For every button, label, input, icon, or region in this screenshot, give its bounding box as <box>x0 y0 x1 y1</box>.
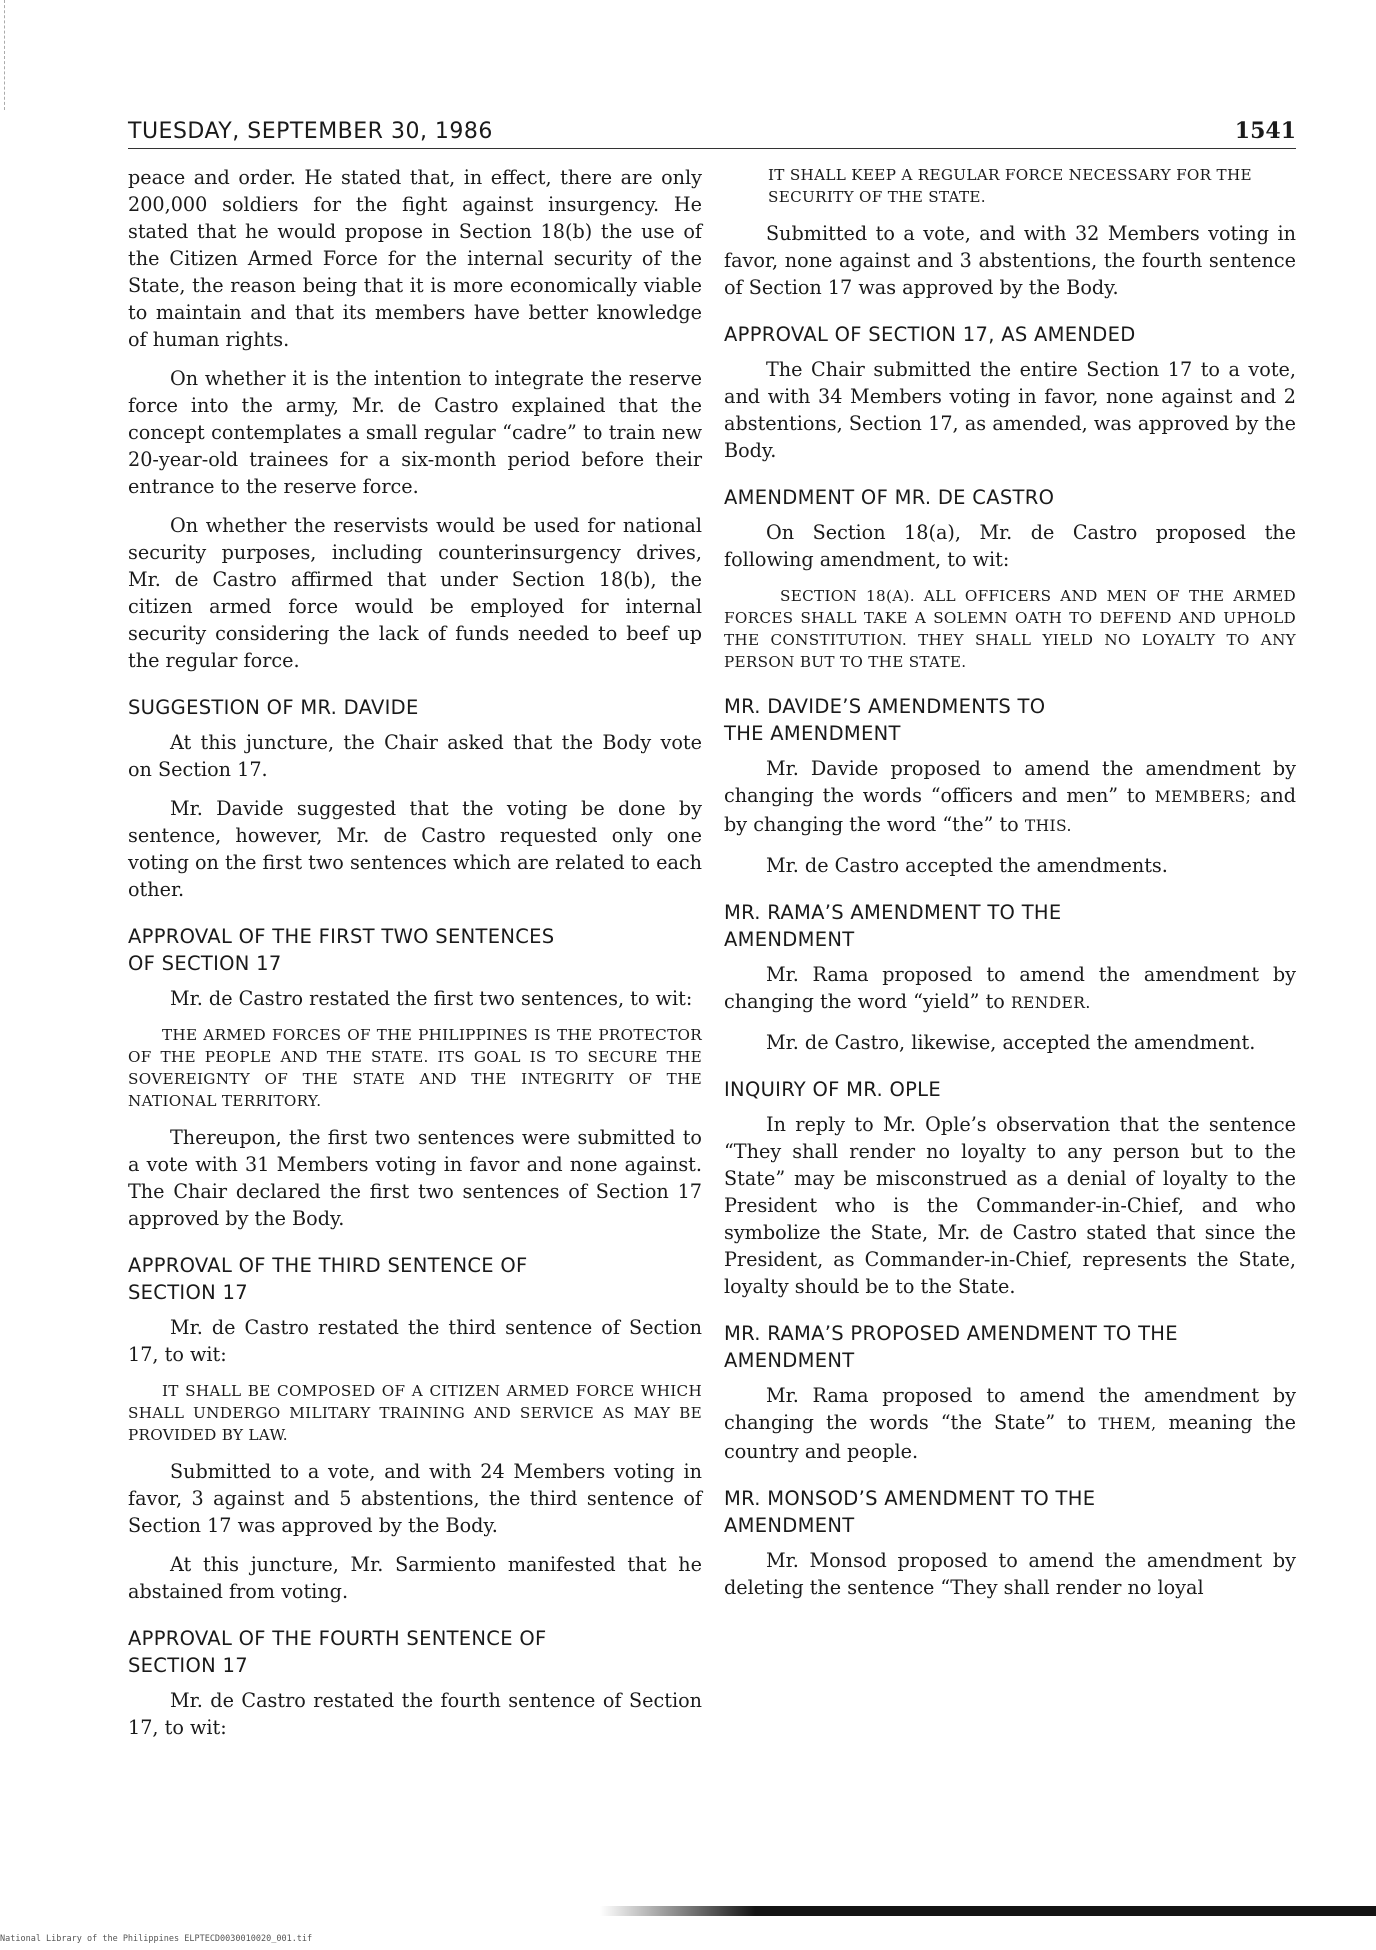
paragraph: In reply to Mr. Ople’s observation that the sentence “They shall render no loyalty to any person but to the State” may be misconstrued as a denial of loyalty to the President who is the Commander-in-Chief, and who symbolize the State, Mr. de Castro stated that since the President, as Commander-in-Chief, represents the State, loyalty should be to the State. <box>724 1113 1296 1298</box>
small-caps-run: THIS. <box>1024 817 1072 835</box>
text-run: Mr. Rama proposed to amend the amendment by changing the word “yield” to <box>724 963 1296 1013</box>
section-heading: APPROVAL OF THE FOURTH SENTENCE OF SECTION 17 <box>128 1627 547 1677</box>
paragraph: On whether the reservists would be used for national security purposes, including counterinsurgency drives, Mr. de Castro affirmed that under Section 18(b), the citizen armed force would be employed for internal security considering the lack of funds needed to beef up the regular force. <box>128 514 702 672</box>
paragraph: Mr. de Castro restated the third sentence of Section 17, to wit: <box>128 1316 702 1366</box>
paragraph: Mr. de Castro accepted the amendments. <box>766 854 1168 877</box>
page-header <box>128 108 1296 149</box>
paragraph: Thereupon, the first two sentences were submitted to a vote with 31 Members voting in favor and none against. The Chair declared the first two sentences of Section 17 approved by the Body. <box>128 1126 702 1230</box>
section-heading: MR. MONSOD’S AMENDMENT TO THE AMENDMENT <box>724 1487 1096 1537</box>
text-run: meaning the country and people. <box>724 1411 1297 1463</box>
section-heading: APPROVAL OF SECTION 17, AS AMENDED <box>724 323 1136 346</box>
paragraph: Mr. Monsod proposed to amend the amendment by deleting the sentence “They shall render no loyal <box>724 1549 1296 1599</box>
scan-footer-bar <box>600 1906 1376 1916</box>
quoted-provision: SECTION 18(A). ALL OFFICERS AND MEN OF THE ARMED FORCES SHALL TAKE A SOLEMN OATH TO DEFEND AND UPHOLD THE CONSTITUTION. THEY SHALL YIELD NO LOYALTY TO ANY PERSON BUT TO THE STATE. <box>724 587 1296 671</box>
right-column <box>724 164 1296 1613</box>
paragraph <box>724 755 1296 840</box>
paragraph: Mr. de Castro, likewise, accepted the amendment. <box>766 1031 1256 1054</box>
section-heading: INQUIRY OF MR. OPLE <box>724 1078 941 1101</box>
paragraph: Mr. Davide suggested that the voting be done by sentence, however, Mr. de Castro requested only one voting on the first two sentences which are related to each other. <box>128 797 702 901</box>
small-caps-run: THEM, <box>1098 1415 1157 1433</box>
paragraph: peace and order. He stated that, in effect, there are only 200,000 soldiers for the fight against insurgency. He stated that he would propose in Section 18(b) the use of the Citizen Armed Force for the internal security of the State, the reason being that it is more economically viable to maintain and that its members have better knowledge of human rights. <box>128 166 702 351</box>
small-caps-run: RENDER. <box>1010 994 1091 1012</box>
section-heading: AMENDMENT OF MR. DE CASTRO <box>724 486 1055 509</box>
text-run: Mr. Rama proposed to amend the amendment by changing the words “the State” to <box>724 1384 1296 1434</box>
header-date: TUESDAY, SEPTEMBER 30, 1986 <box>128 119 493 144</box>
text-run: and by changing the word “the” to <box>724 784 1296 836</box>
library-stamp: National Library of the Philippines ELPTECD0030010020_001.tif <box>0 1934 313 1944</box>
quoted-provision: THE ARMED FORCES OF THE PHILIPPINES IS THE PROTECTOR OF THE PEOPLE AND THE STATE. ITS GOAL IS TO SECURE THE SOVEREIGNTY OF THE STATE AND THE INTEGRITY OF THE NATIONAL TERRITORY. <box>128 1026 702 1110</box>
quoted-provision: IT SHALL KEEP A REGULAR FORCE NECESSARY FOR THE SECURITY OF THE STATE. <box>768 166 1252 206</box>
section-heading: MR. RAMA’S PROPOSED AMENDMENT TO THE AMENDMENT <box>724 1322 1178 1372</box>
paragraph: Submitted to a vote, and with 24 Members voting in favor, 3 against and 5 abstentions, the third sentence of Section 17 was approved by the Body. <box>128 1460 702 1537</box>
small-caps-run: MEMBERS; <box>1154 788 1252 806</box>
section-heading: APPROVAL OF THE THIRD SENTENCE OF SECTION 17 <box>128 1254 528 1304</box>
section-heading: MR. DAVIDE’S AMENDMENTS TO THE AMENDMENT <box>724 695 1046 745</box>
section-heading: APPROVAL OF THE FIRST TWO SENTENCES OF SECTION 17 <box>128 925 555 975</box>
paragraph <box>724 1382 1296 1465</box>
paragraph: Submitted to a vote, and with 32 Members voting in favor, none against and 3 abstentions, the fourth sentence of Section 17 was approved by the Body. <box>724 222 1296 299</box>
paragraph: On Section 18(a), Mr. de Castro proposed the following amendment, to wit: <box>724 521 1296 571</box>
scan-edge-mark <box>4 0 7 110</box>
paragraph <box>724 961 1296 1017</box>
paragraph: At this juncture, Mr. Sarmiento manifested that he abstained from voting. <box>128 1553 702 1603</box>
left-column <box>128 164 702 1753</box>
section-heading: MR. RAMA’S AMENDMENT TO THE AMENDMENT <box>724 901 1062 951</box>
section-heading: SUGGESTION OF MR. DAVIDE <box>128 696 419 719</box>
paragraph: At this juncture, the Chair asked that the Body vote on Section 17. <box>128 731 702 781</box>
paragraph: Mr. de Castro restated the fourth sentence of Section 17, to wit: <box>128 1689 702 1739</box>
page-number: 1541 <box>1234 118 1296 144</box>
text-run: Mr. Davide proposed to amend the amendment by changing the words “officers and men” to <box>724 757 1296 807</box>
paragraph: The Chair submitted the entire Section 17 to a vote, and with 34 Members voting in favor, none against and 2 abstentions, Section 17, as amended, was approved by the Body. <box>724 358 1296 462</box>
paragraph: Mr. de Castro restated the first two sentences, to wit: <box>170 987 693 1010</box>
quoted-provision: IT SHALL BE COMPOSED OF A CITIZEN ARMED FORCE WHICH SHALL UNDERGO MILITARY TRAINING AND SERVICE AS MAY BE PROVIDED BY LAW. <box>128 1382 702 1444</box>
paragraph: On whether it is the intention to integrate the reserve force into the army, Mr. de Castro explained that the concept contemplates a small regular “cadre” to train new 20-year-old trainees for a six-month period before their entrance to the reserve force. <box>128 367 702 498</box>
